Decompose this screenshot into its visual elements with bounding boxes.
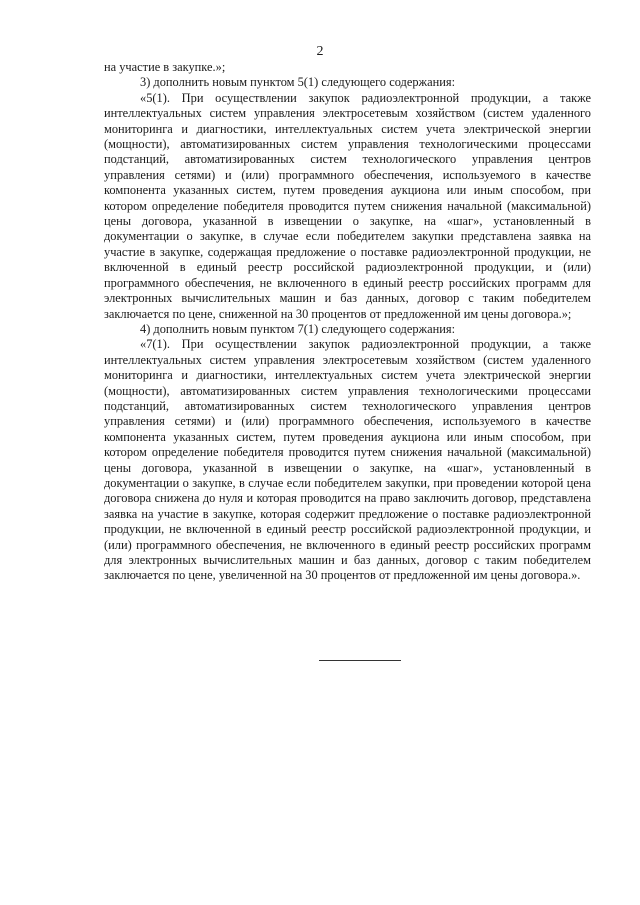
document-body [104,60,591,584]
page-number: 2 [316,44,324,59]
paragraph-amendment-3: 3) дополнить новым пунктом 5(1) следующего содержания: [140,75,456,90]
paragraph-amendment-4: 4) дополнить новым пунктом 7(1) следующего содержания: [140,321,456,336]
end-of-text-rule [319,660,401,661]
paragraph-continuation: на участие в закупке.»; [104,60,226,74]
paragraph-clause-7-1: «7(1). При осуществлении закупок радиоэлектронной продукции, а также интеллектуальных систем управления электросетевым хозяйством (систем удаленного мониторинга и диагностики, интеллектуальных систем учета электрической энергии (мощности), автоматизированных систем управления технологическими процессами подстанций, автоматизированных систем технологического управления центров управления сетями) и (или) программного обеспечения, используемого в качестве компонента указанных систем, путем проведения аукциона или иным способом, при котором определение победителя проводится путем снижения начальной (максимальной) цены договора, указанной в извещении о закупке, на «шаг», установленный в документации о закупке, в случае если победителем закупки, при проведении которой цена договора снижена до нуля и которая проводится на право заключить договор, представлена заявка на участие в закупке, которая содержит предложение о поставке радиоэлектронной продукции, не включенной в единый реестр российской радиоэлектронной продукции, и (или) программного обеспечения, не включенного в единый реестр российских программ для электронных вычислительных машин и баз данных, договор с таким победителем заключается по цене, увеличенной на 30 процентов от предложенной им цены договора.». [104,337,591,583]
paragraph-clause-5-1: «5(1). При осуществлении закупок радиоэлектронной продукции, а также интеллектуальных систем управления электросетевым хозяйством (систем удаленного мониторинга и диагностики, интеллектуальных систем учета электрической энергии (мощности), автоматизированных систем управления технологическими процессами подстанций, автоматизированных систем технологического управления центров управления сетями) и (или) программного обеспечения, используемого в качестве компонента указанных систем, путем проведения аукциона или иным способом, при котором определение победителя проводится путем снижения начальной (максимальной) цены договора, указанной в извещении о закупке, на «шаг», установленный в документации о закупке, в случае если победителем закупки представлена заявка на участие в закупке, содержащая предложение о поставке радиоэлектронной продукции, не включенной в единый реестр российской радиоэлектронной продукции, и (или) программного обеспечения, не включенного в единый реестр российских программ для электронных вычислительных машин и баз данных, договор с таким победителем заключается по цене, сниженной на 30 процентов от предложенной им цены договора.»; [104,90,591,321]
